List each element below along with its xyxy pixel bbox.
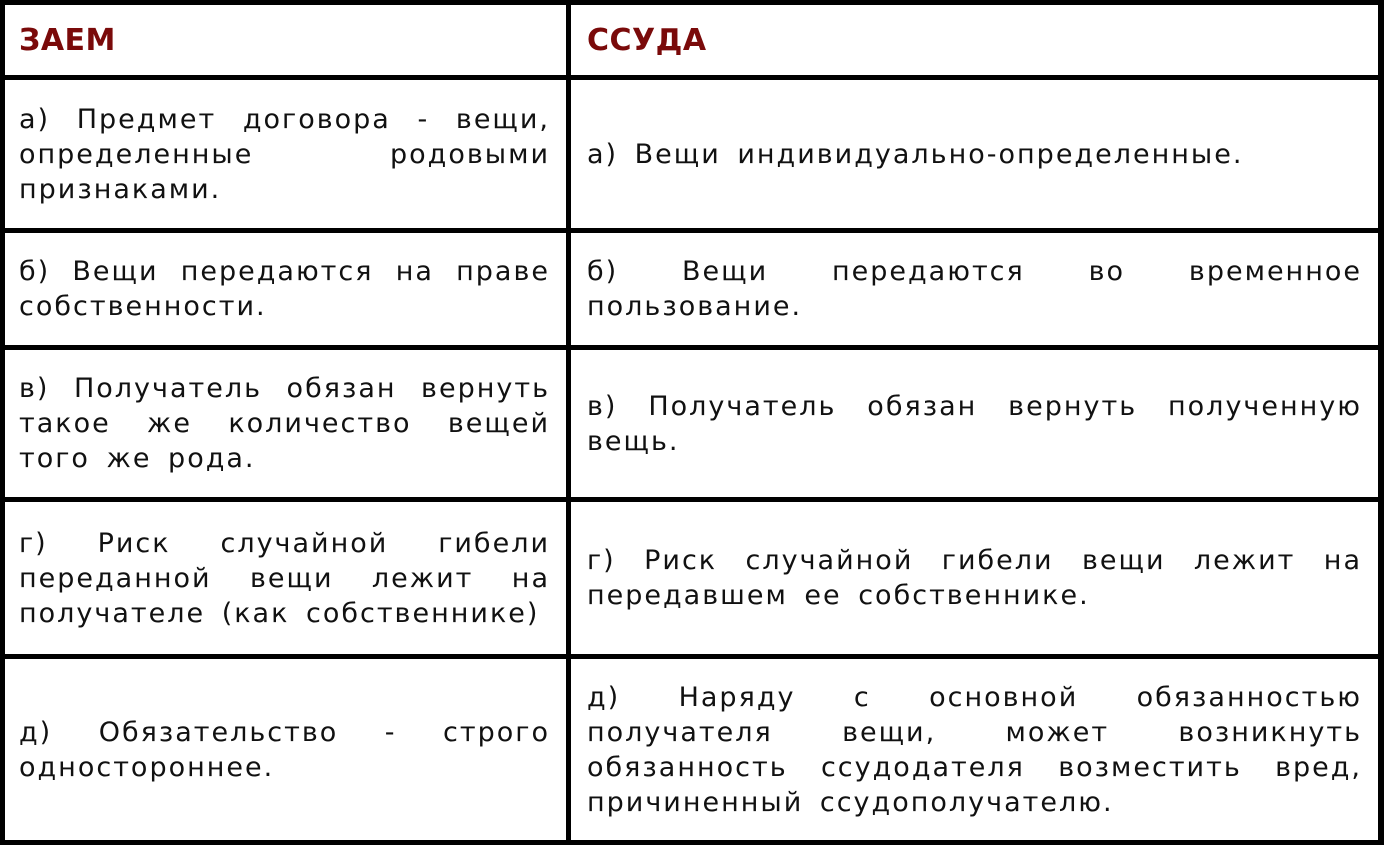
- table-cell: [0, 233, 571, 350]
- header-label-zaem: ЗАЕМ: [19, 22, 116, 58]
- table-cell: [0, 502, 571, 659]
- table-cell: [571, 659, 1384, 845]
- table-cell: [0, 80, 571, 233]
- table-cell: [571, 502, 1384, 659]
- table-cell: [571, 233, 1384, 350]
- header-label-ssuda: ССУДА: [587, 22, 707, 58]
- cell-text: а) Вещи индивидуально-определенные.: [587, 138, 1244, 170]
- cell-text: в) Получатель обязан вернуть такое же количество вещей того же рода.: [19, 373, 550, 474]
- table-cell: [0, 350, 571, 502]
- header-cell-ssuda: [571, 0, 1384, 80]
- cell-text: д) Обязательство - строго одностороннее.: [19, 716, 550, 783]
- header-cell-zaem: [0, 0, 571, 80]
- cell-text: б) Вещи передаются во временное пользование.: [587, 256, 1362, 322]
- cell-text: г) Риск случайной гибели вещи лежит на передавшем ее собственнике.: [587, 545, 1362, 611]
- cell-text: в) Получатель обязан вернуть полученную вещь.: [587, 390, 1362, 457]
- table-cell: [571, 350, 1384, 502]
- cell-text: а) Предмет договора - вещи, определенные родовыми признаками.: [19, 103, 550, 205]
- table-cell: [571, 80, 1384, 233]
- table-cell: [0, 659, 571, 845]
- cell-text: г) Риск случайной гибели переданной вещи лежит на получателе (как собственнике): [19, 527, 550, 629]
- cell-text: б) Вещи передаются на праве собственности.: [19, 256, 550, 322]
- cell-text: д) Наряду с основной обязанностью получателя вещи, может возникнуть обязанность ссудодателя возместить вред, причиненный ссудополучателю.: [587, 681, 1362, 818]
